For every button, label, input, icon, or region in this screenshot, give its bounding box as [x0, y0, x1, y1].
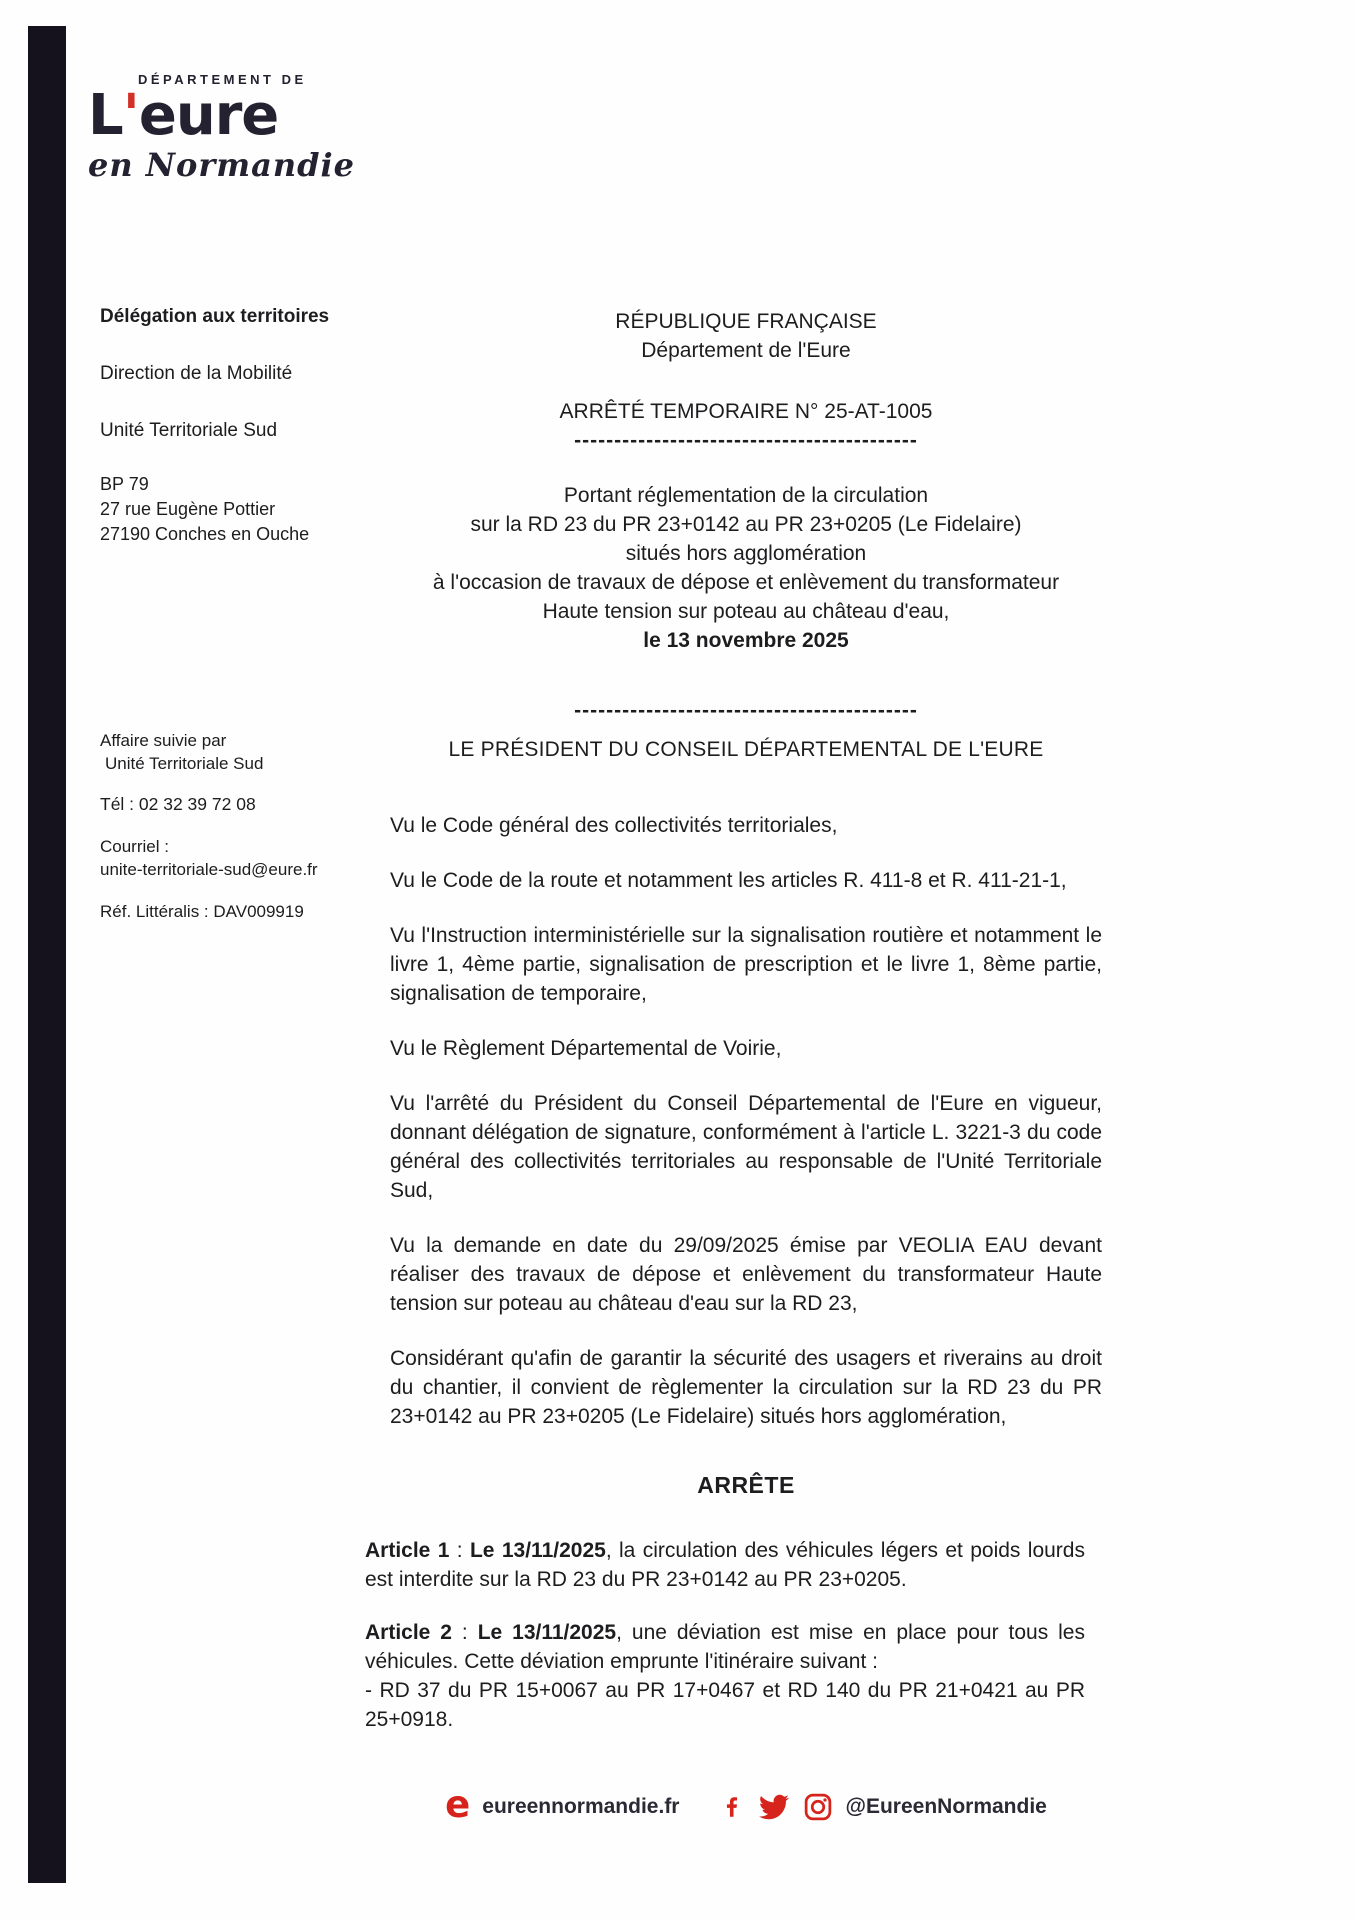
subject-line: Portant réglementation de la circulation [563, 484, 929, 507]
article-2-text: , une déviation est mise en place pour tous les véhicules. Cette déviation emprunte l'itinéraire suivant : [365, 1621, 1085, 1673]
logo-department-label: DÉPARTEMENT DE [138, 72, 307, 87]
article-2-date: Le 13/11/2025 [477, 1621, 617, 1644]
decision-heading: ARRÊTE [697, 1472, 795, 1498]
case-handler-value: Unité Territoriale Sud [105, 754, 264, 773]
twitter-icon [757, 1792, 791, 1822]
email-block [100, 835, 318, 881]
article-1 [365, 1536, 1085, 1594]
social-handle: @EureenNormandie [845, 1795, 1047, 1818]
file-reference: Réf. Littéralis : DAV009919 [100, 902, 304, 921]
case-handler [100, 729, 263, 775]
recital-paragraph: Vu le Règlement Départemental de Voirie, [390, 1037, 782, 1060]
eure-e-mark-icon: e [445, 1783, 471, 1826]
logo-wordmark [88, 83, 355, 148]
recital-paragraph: Vu l'arrêté du Président du Conseil Départemental de l'Eure en vigueur, donnant délégation de signature, conformément à l'article L. 3221-3 du code général des collectivités territoriales au responsable de l'Unité Territoriale Sud, [390, 1092, 1102, 1202]
recital-paragraph: Vu l'Instruction interministérielle sur la signalisation routière et notamment le livre 1, 4ème partie, signalisation de prescription et le livre 1, 8ème partie, signalisation de temporaire, [390, 924, 1102, 1005]
subject-line: sur la RD 23 du PR 23+0142 au PR 23+0205 (Le Fidelaire) [470, 513, 1022, 536]
sender-direction: Direction de la Mobilité [100, 363, 293, 384]
article-2-separator: : [451, 1621, 478, 1644]
article-1-separator: : [449, 1539, 470, 1562]
eure-logo [88, 72, 355, 184]
recital-paragraph: Vu la demande en date du 29/09/2025 émise par VEOLIA EAU devant réaliser des travaux de dépose et enlèvement du transformateur Haute tension sur poteau au château d'eau sur la RD 23, [390, 1234, 1102, 1315]
sender-unit: Unité Territoriale Sud [100, 420, 278, 441]
logo-letter-l: L [88, 83, 123, 148]
facebook-icon [719, 1792, 745, 1822]
decree-subject [390, 481, 1102, 655]
email-label: Courriel : [100, 837, 169, 856]
article-1-date: Le 13/11/2025 [469, 1539, 606, 1562]
department-title: Département de l'Eure [641, 339, 851, 362]
subject-date: le 13 novembre 2025 [643, 629, 849, 652]
article-2-detour-route: - RD 37 du PR 15+0067 au PR 17+0467 et RD 140 du PR 21+0421 au PR 25+0918. [365, 1679, 1085, 1731]
articles-section [365, 1536, 1085, 1734]
subject-line: Haute tension sur poteau au château d'eau, [542, 600, 950, 623]
address-line: BP 79 [100, 474, 149, 494]
decree-body [365, 307, 1102, 1758]
page-footer [390, 1783, 1102, 1826]
authority-title: LE PRÉSIDENT DU CONSEIL DÉPARTEMENTAL DE L'EURE [448, 738, 1044, 761]
instagram-icon [803, 1792, 833, 1822]
logo-eure-text: eure [138, 83, 279, 148]
article-1-label: Article 1 [365, 1539, 450, 1562]
subject-line: à l'occasion de travaux de dépose et enlèvement du transformateur [432, 571, 1060, 594]
dashed-divider: ------------------------------------------- [574, 429, 918, 452]
dashed-divider: ------------------------------------------- [574, 699, 918, 722]
decree-number: ARRÊTÉ TEMPORAIRE N° 25-AT-1005 [559, 400, 933, 423]
logo-tagline: en Normandie [88, 146, 355, 185]
recital-paragraph: Vu le Code de la route et notamment les articles R. 411-8 et R. 411-21-1, [390, 869, 1067, 892]
phone-number: Tél : 02 32 39 72 08 [100, 794, 256, 814]
website-url: eureennormandie.fr [482, 1795, 680, 1818]
scan-binding-bar [28, 26, 66, 1883]
article-2 [365, 1618, 1085, 1734]
subject-line: situés hors agglomération [625, 542, 867, 565]
recital-paragraph: Considérant qu'afin de garantir la sécurité des usagers et riverains au droit du chantier, il convient de règlementer la circulation sur la RD 23 du PR 23+0142 au PR 23+0205 (Le Fidelaire) situés hors agglomération, [390, 1347, 1102, 1428]
recital-paragraph: Vu le Code général des collectivités territoriales, [390, 814, 838, 837]
article-2-label: Article 2 [365, 1621, 452, 1644]
address-line: 27190 Conches en Ouche [100, 524, 310, 544]
republic-title: RÉPUBLIQUE FRANÇAISE [615, 310, 877, 333]
case-handler-label: Affaire suivie par [100, 731, 227, 750]
address-line: 27 rue Eugène Pottier [100, 499, 276, 519]
article-1-text: , la circulation des véhicules légers et poids lourds est interdite sur la RD 23 du PR 23+0142 au PR 23+0205. [365, 1539, 1085, 1591]
sender-address [100, 472, 309, 547]
email-address: unite-territoriale-sud@eure.fr [100, 860, 318, 879]
logo-apostrophe: ' [122, 83, 139, 148]
sender-service: Délégation aux territoires [100, 306, 330, 327]
